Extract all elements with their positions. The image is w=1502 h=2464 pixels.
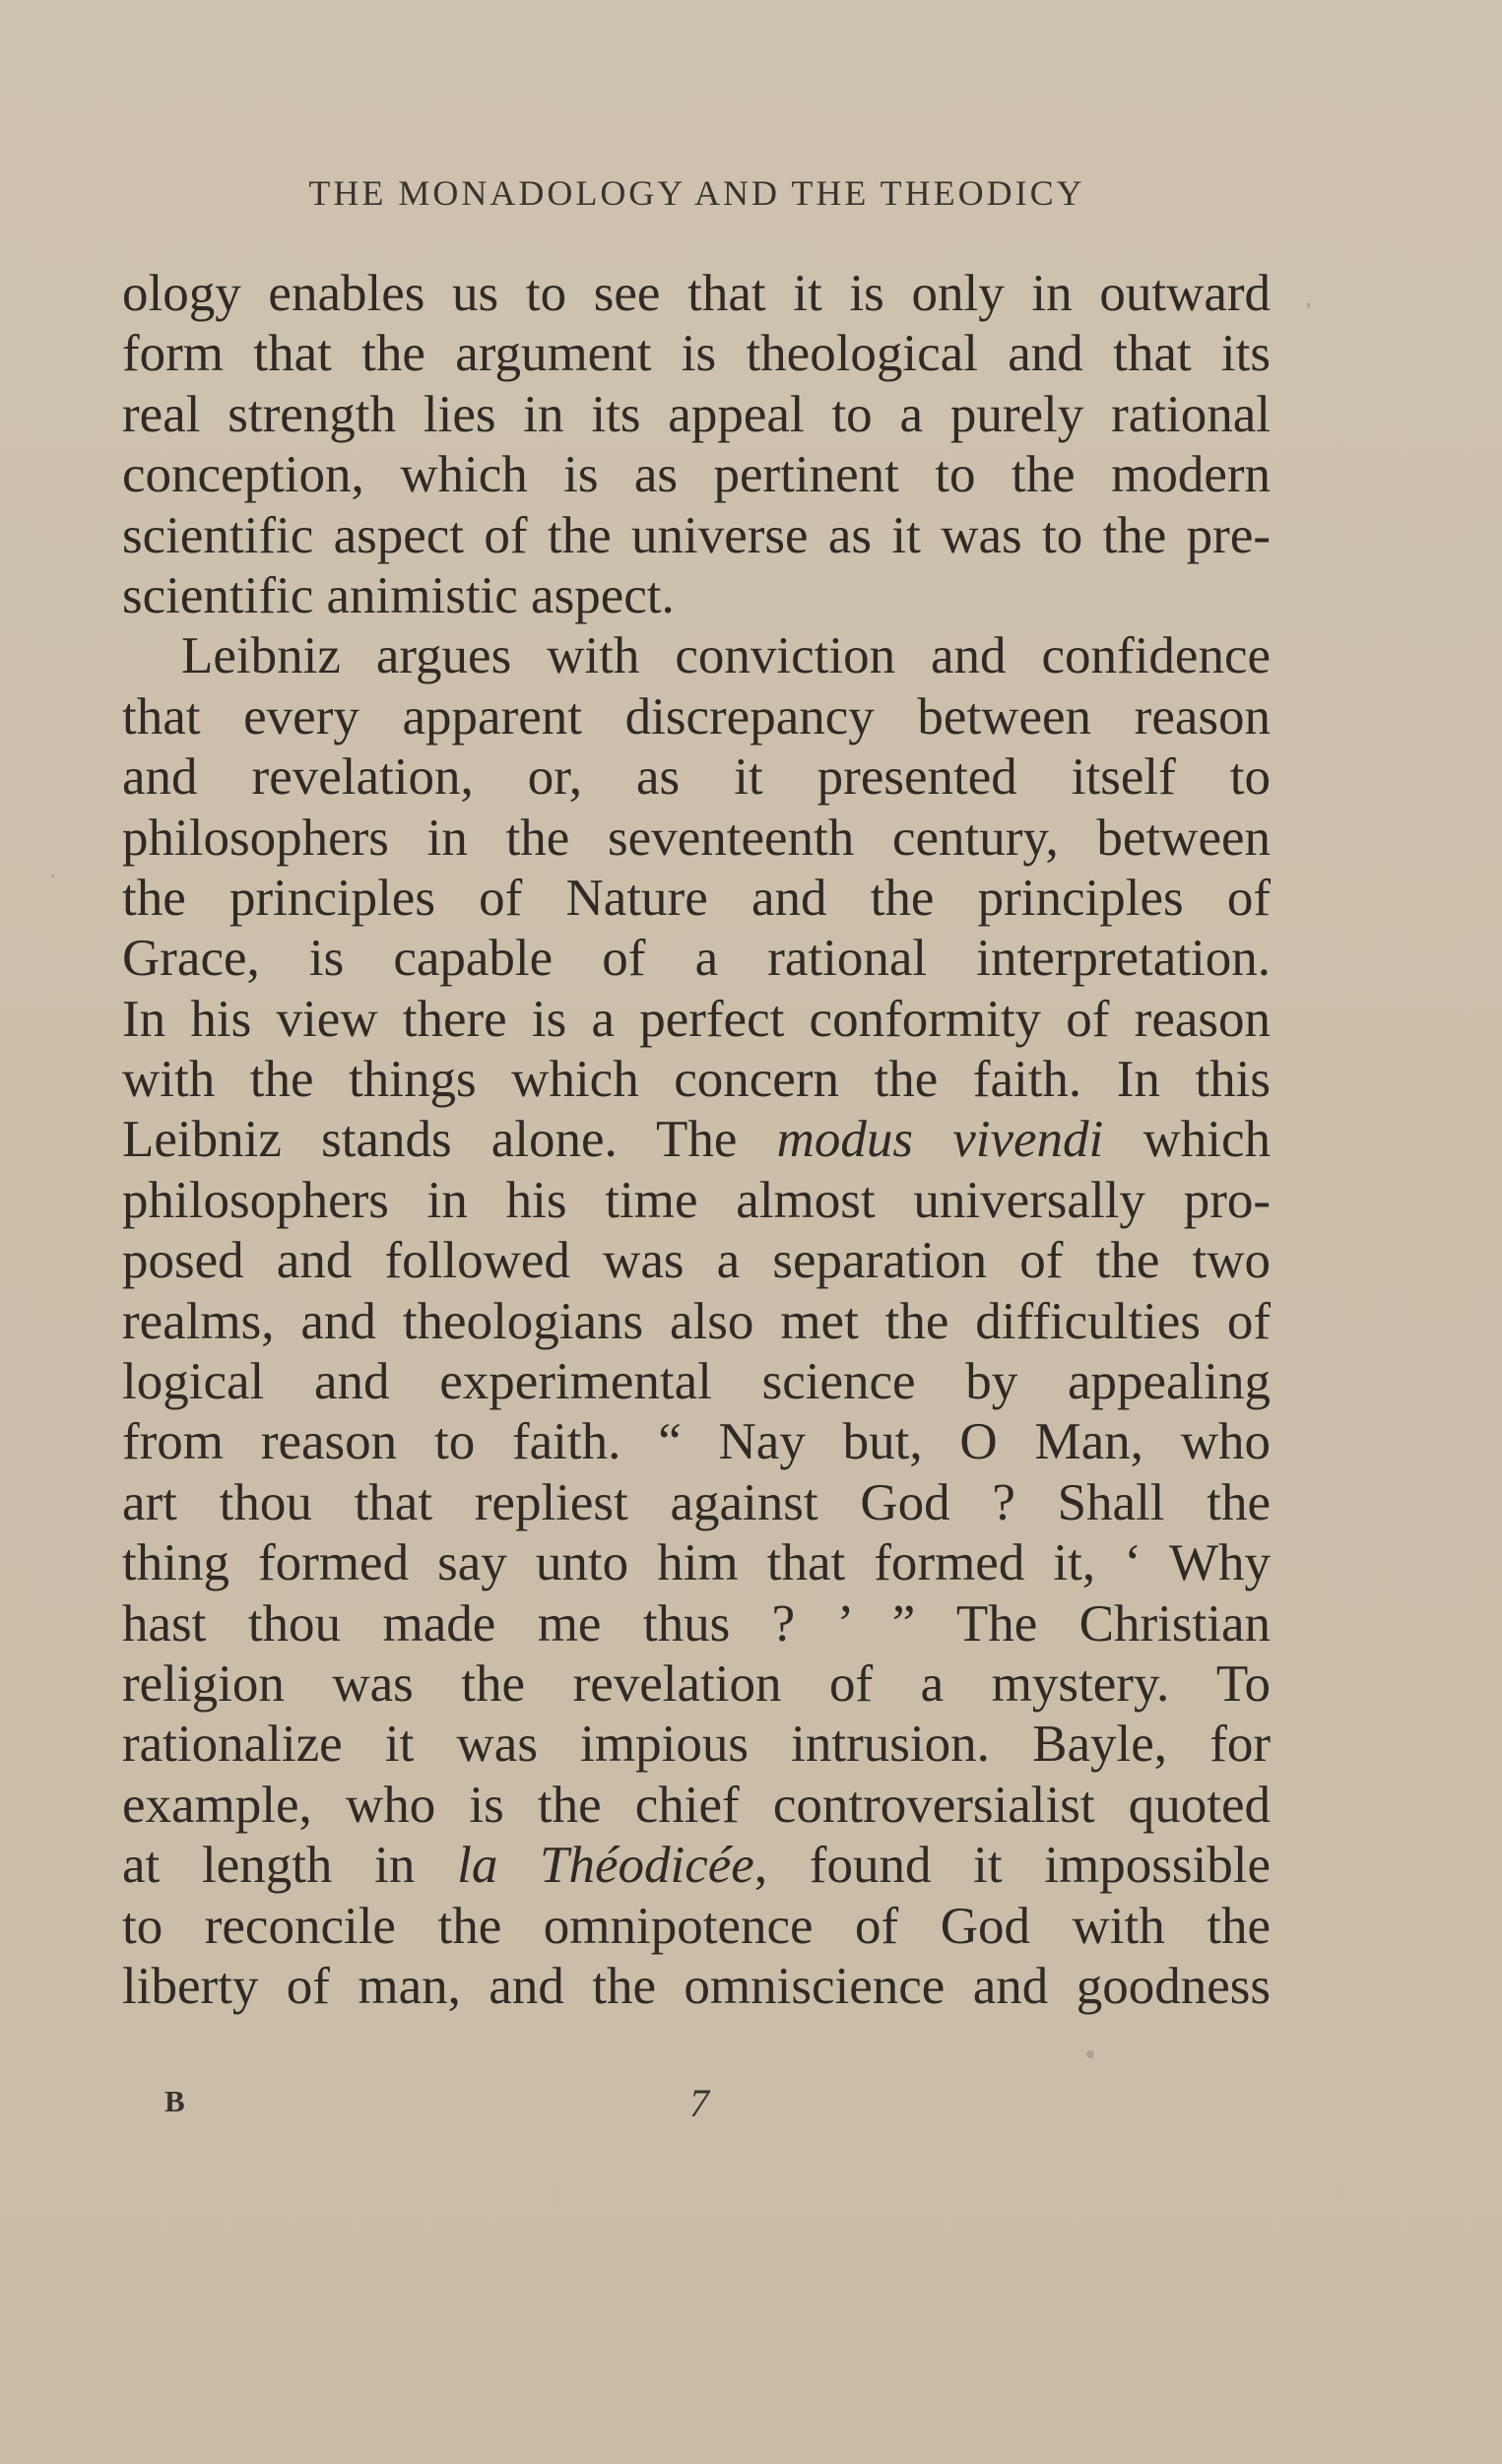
- text-line: religion was the revelation of a mystery. To: [122, 1654, 1271, 1713]
- text-line: hast thou made me thus ? ’ ” The Christian: [122, 1594, 1271, 1653]
- text-line: thing formed say unto him that formed it, ‘ Why: [122, 1534, 1271, 1592]
- text-line: In his view there is a perfect conformity of reason: [122, 990, 1271, 1048]
- text-line: logical and experimental science by appealing: [122, 1353, 1271, 1411]
- text-line: posed and followed was a separation of the two: [122, 1232, 1271, 1290]
- body-text: [122, 264, 1271, 2017]
- italic-phrase: modus vivendi: [776, 1111, 1104, 1169]
- paper-speck: [51, 875, 54, 877]
- text-line: the principles of Nature and the principles of: [122, 869, 1271, 927]
- text-line: scientific aspect of the universe as it was to the pre-: [122, 506, 1271, 564]
- italic-title: la Théodicée: [457, 1837, 754, 1895]
- text-line: scientific animistic aspect.: [122, 566, 675, 624]
- running-head: THE MONADOLOGY AND THE THEODICY: [308, 173, 1085, 213]
- text-segment: Leibniz stands alone. The: [122, 1111, 777, 1169]
- text-line: realms, and theologians also met the difficulties of: [122, 1292, 1271, 1350]
- text-line: that every apparent discrepancy between reason: [122, 687, 1271, 746]
- text-line: example, who is the chief controversialist quoted: [122, 1776, 1271, 1834]
- text-line: from reason to faith. “ Nay but, O Man, who: [122, 1413, 1271, 1471]
- text-line: art thou that repliest against God ? Shall the: [122, 1473, 1271, 1531]
- signature-mark: B: [164, 2084, 185, 2118]
- text-line: and revelation, or, as it presented itself to: [122, 748, 1271, 807]
- text-line: form that the argument is theological and that its: [122, 325, 1271, 383]
- text-line: liberty of man, and the omniscience and goodness: [122, 1957, 1271, 2015]
- text-line: philosophers in the seventeenth century, between: [122, 809, 1271, 867]
- text-line: philosophers in his time almost universally pro-: [122, 1171, 1271, 1229]
- text-line: ology enables us to see that it is only in outward: [122, 265, 1271, 322]
- text-line-with-italic: [122, 1836, 1271, 1896]
- text-line: with the things which concern the faith. In this: [122, 1051, 1271, 1109]
- text-line: to reconcile the omnipotence of God with the: [122, 1897, 1271, 1955]
- text-line: rationalize it was impious intrusion. Bayle, for: [122, 1716, 1271, 1774]
- text-line: real strength lies in its appeal to a purely rational: [122, 385, 1271, 443]
- text-line-with-italic: [122, 1110, 1271, 1170]
- paper-speck: [1086, 2050, 1094, 2058]
- text-line: conception, which is as pertinent to the modern: [122, 446, 1271, 504]
- text-segment: , found it impossible: [753, 1837, 1271, 1895]
- text-segment: at length in: [122, 1837, 458, 1895]
- paper-speck: [1307, 302, 1310, 308]
- paragraph-first-line: Leibniz argues with conviction and confidence: [181, 627, 1271, 685]
- page-number: 7: [689, 2081, 709, 2125]
- text-line: Grace, is capable of a rational interpretation.: [122, 930, 1271, 988]
- text-segment: which: [1103, 1111, 1271, 1169]
